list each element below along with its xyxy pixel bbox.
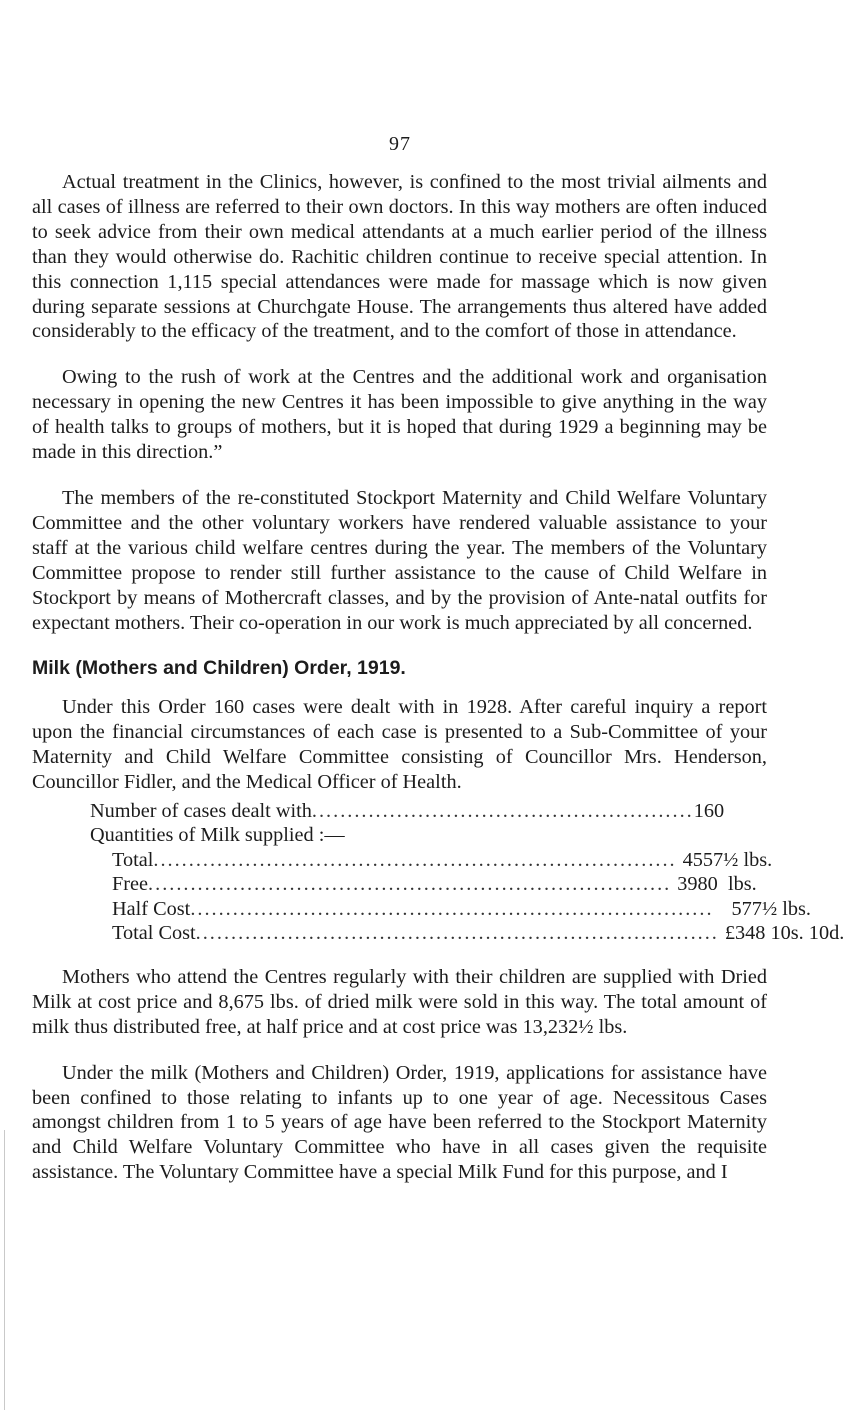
stat-value: £348 10s. 10d. (724, 922, 844, 945)
stat-row-cases (90, 799, 725, 824)
paragraph-order-cases: Under this Order 160 cases were dealt with in 1928. After careful inquiry a report upon the financial circumstances of each case is presented to a Sub-Committee of your Maternity and Child Welfare Committee consisting of Councillor Mrs. Henderson, Councillor Fidler, and the Medical Officer of Health. (32, 696, 767, 794)
page-number: 97 (389, 133, 411, 155)
stat-value: 4557½ lbs. (682, 848, 773, 871)
paragraph-health-talks: Owing to the rush of work at the Centres and the additional work and organisation necessary in opening the new Centres it has been impossible to give anything in the way of health talks to groups of mothers, but it is hoped that during 1929 a beginning may be made in this direction.” (32, 366, 767, 464)
stat-label: Quantities of Milk supplied :— (90, 824, 345, 847)
stat-row-total (112, 848, 773, 873)
page-binding-edge (4, 1130, 5, 1410)
stat-label: Number of cases dealt with (90, 799, 312, 822)
stat-label: Total (112, 848, 154, 871)
stat-label: Total Cost (112, 922, 196, 945)
stat-value: 577½ lbs. (731, 897, 811, 920)
leader-dots: .......................................................................... (148, 873, 672, 896)
paragraph-clinic-treatment: Actual treatment in the Clinics, however, is confined to the most trivial ailments and all cases of illness are referred to their own doctors. In this way mothers are often induced to seek advice from their own medical attendants at a much earlier period of the illness than they would otherwise do. Rachitic children continue to receive special attention. In this connection 1,115 special attendances were made for massage which is now given during separate sessions at Churchgate House. The arrangements thus altered have added considerably to the efficacy of the treatment, and to the comfort of those in attendance. (32, 171, 767, 343)
stat-row-total-cost (112, 921, 844, 946)
milk-statistics (32, 799, 844, 946)
leader-dots: ...................................................... (311, 799, 694, 822)
page-body (32, 170, 844, 1206)
leader-dots: .......................................................................... (190, 897, 714, 920)
stat-value: 160 (693, 799, 725, 822)
leader-dots: .......................................................................... (153, 848, 677, 871)
paragraph-voluntary-committee: The members of the re-constituted Stockport Maternity and Child Welfare Voluntary Committee and the other voluntary workers have rendered valuable assistance to your staff at the various child welfare centres during the year. The members of the Voluntary Committee propose to render still further assistance to the cause of Child Welfare in Stockport by means of Mothercraft classes, and by the provision of Ante-natal outfits for expectant mothers. Their co-operation in our work is much appreciated by all concerned. (32, 486, 767, 634)
stat-row-half-cost (112, 897, 811, 922)
paragraph-dried-milk: Mothers who attend the Centres regularly with their children are supplied with Dried Milk at cost price and 8,675 lbs. of dried milk were sold in this way. The total amount of milk thus distributed free, at half price and at cost price was 13,232½ lbs. (32, 965, 767, 1038)
stat-row-quantities (90, 823, 767, 848)
section-heading-milk-order: Milk (Mothers and Children) Order, 1919. (32, 657, 406, 680)
stat-value: 3980 lbs. (677, 873, 757, 896)
stat-label: Free (112, 873, 149, 896)
paragraph-applications: Under the milk (Mothers and Children) Order, 1919, applications for assistance have been confined to those relating to infants up to one year of age. Necessitous Cases amongst children from 1 to 5 years of age have been referred to the Stockport Maternity and Child Welfare Voluntary Committee who have in all cases given the requisite assistance. The Voluntary Committee have a special Milk Fund for this purpose, and I (32, 1061, 767, 1184)
stat-label: Half Cost (112, 897, 191, 920)
stat-row-free (112, 872, 757, 897)
leader-dots: .......................................................................... (195, 922, 719, 945)
